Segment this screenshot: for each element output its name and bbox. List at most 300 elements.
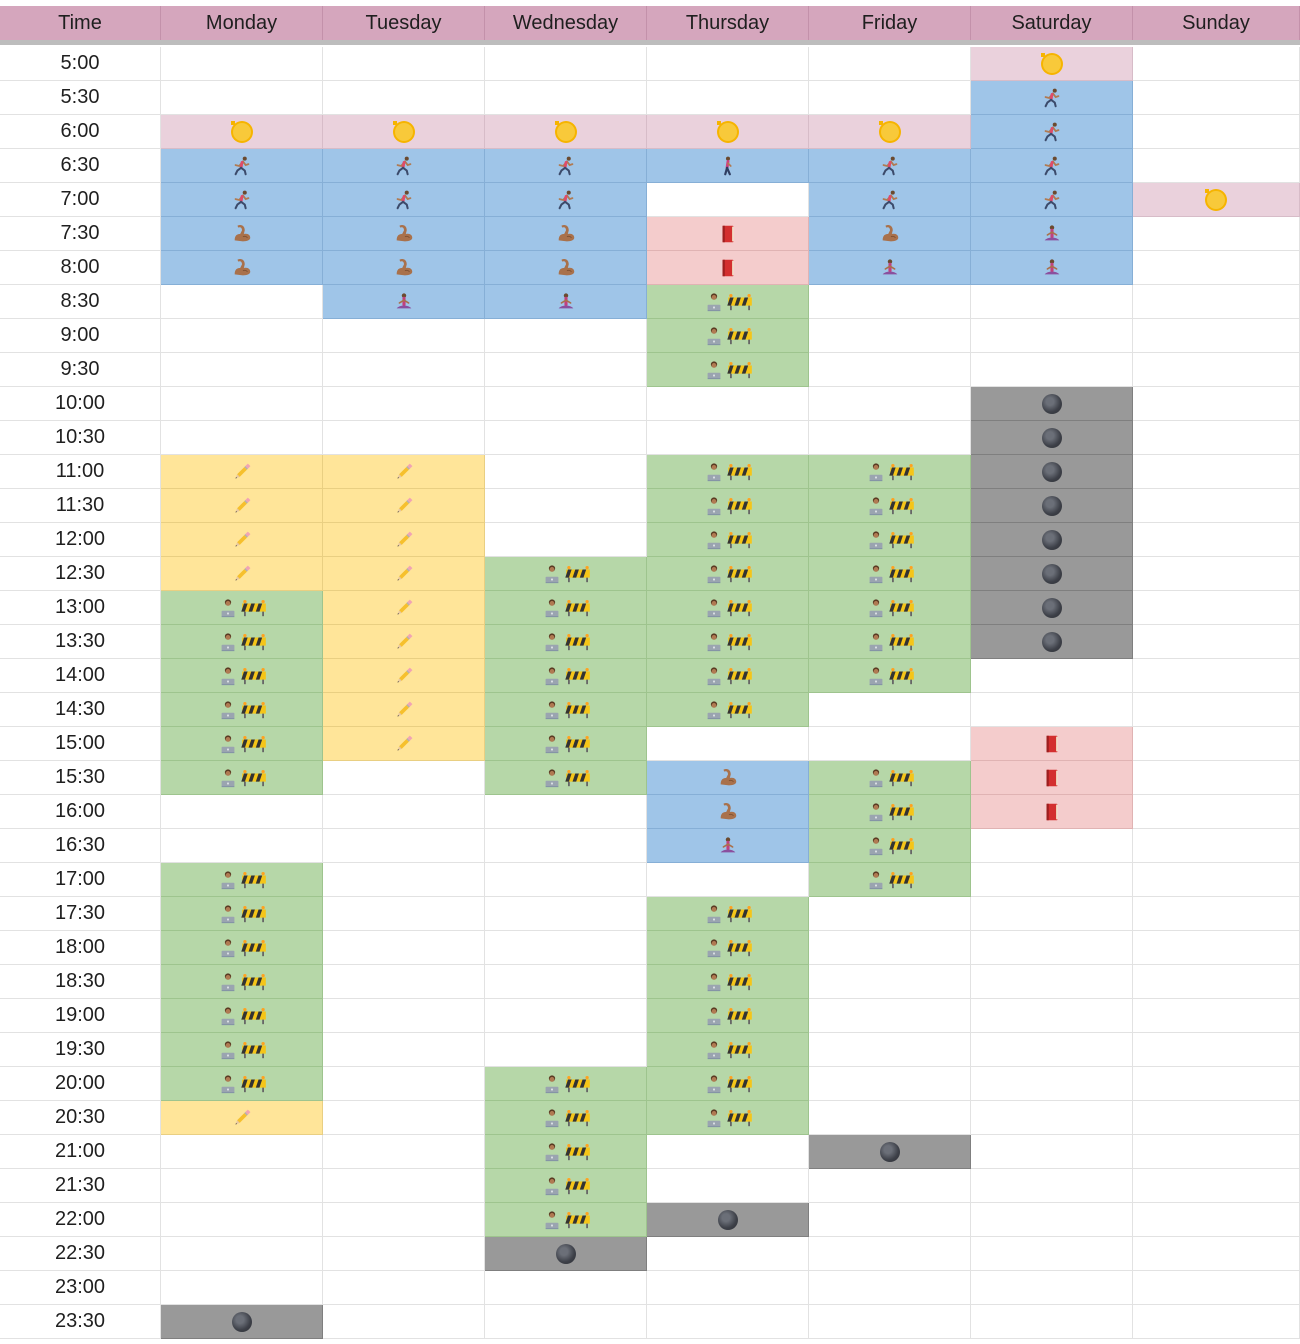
schedule-cell-wednesday[interactable] xyxy=(485,1169,647,1203)
schedule-cell-wednesday[interactable] xyxy=(485,1101,647,1135)
time-cell[interactable]: 5:30 xyxy=(0,81,161,115)
schedule-cell-sunday[interactable] xyxy=(1133,931,1300,965)
schedule-cell-friday[interactable] xyxy=(809,1305,971,1339)
time-cell[interactable]: 15:00 xyxy=(0,727,161,761)
schedule-cell-monday[interactable] xyxy=(161,829,323,863)
schedule-cell-monday[interactable] xyxy=(161,591,323,625)
schedule-cell-wednesday[interactable] xyxy=(485,81,647,115)
schedule-cell-monday[interactable] xyxy=(161,1203,323,1237)
schedule-cell-saturday[interactable] xyxy=(971,795,1133,829)
schedule-cell-saturday[interactable] xyxy=(971,1305,1133,1339)
schedule-cell-thursday[interactable] xyxy=(647,183,809,217)
schedule-cell-thursday[interactable] xyxy=(647,829,809,863)
schedule-cell-monday[interactable] xyxy=(161,1237,323,1271)
schedule-cell-sunday[interactable] xyxy=(1133,183,1300,217)
schedule-cell-saturday[interactable] xyxy=(971,319,1133,353)
schedule-cell-monday[interactable] xyxy=(161,353,323,387)
schedule-cell-friday[interactable] xyxy=(809,999,971,1033)
time-cell[interactable]: 23:00 xyxy=(0,1271,161,1305)
schedule-cell-monday[interactable] xyxy=(161,557,323,591)
schedule-cell-monday[interactable] xyxy=(161,761,323,795)
schedule-cell-thursday[interactable] xyxy=(647,1305,809,1339)
schedule-cell-saturday[interactable] xyxy=(971,625,1133,659)
schedule-cell-friday[interactable] xyxy=(809,421,971,455)
schedule-cell-sunday[interactable] xyxy=(1133,761,1300,795)
schedule-cell-saturday[interactable] xyxy=(971,1203,1133,1237)
schedule-cell-sunday[interactable] xyxy=(1133,353,1300,387)
schedule-cell-sunday[interactable] xyxy=(1133,1237,1300,1271)
schedule-cell-thursday[interactable] xyxy=(647,625,809,659)
schedule-cell-saturday[interactable] xyxy=(971,1237,1133,1271)
time-cell[interactable]: 7:00 xyxy=(0,183,161,217)
time-cell[interactable]: 9:00 xyxy=(0,319,161,353)
schedule-cell-tuesday[interactable] xyxy=(323,455,485,489)
schedule-cell-monday[interactable] xyxy=(161,795,323,829)
schedule-cell-thursday[interactable] xyxy=(647,965,809,999)
schedule-cell-friday[interactable] xyxy=(809,1135,971,1169)
schedule-cell-thursday[interactable] xyxy=(647,149,809,183)
schedule-cell-saturday[interactable] xyxy=(971,727,1133,761)
schedule-cell-friday[interactable] xyxy=(809,183,971,217)
schedule-cell-sunday[interactable] xyxy=(1133,47,1300,81)
schedule-cell-monday[interactable] xyxy=(161,1305,323,1339)
schedule-cell-thursday[interactable] xyxy=(647,761,809,795)
schedule-cell-saturday[interactable] xyxy=(971,1169,1133,1203)
schedule-cell-thursday[interactable] xyxy=(647,1033,809,1067)
schedule-cell-tuesday[interactable] xyxy=(323,217,485,251)
schedule-cell-saturday[interactable] xyxy=(971,557,1133,591)
schedule-cell-thursday[interactable] xyxy=(647,727,809,761)
schedule-cell-friday[interactable] xyxy=(809,863,971,897)
time-cell[interactable]: 18:00 xyxy=(0,931,161,965)
time-cell[interactable]: 19:30 xyxy=(0,1033,161,1067)
schedule-cell-thursday[interactable] xyxy=(647,1135,809,1169)
schedule-cell-sunday[interactable] xyxy=(1133,1101,1300,1135)
schedule-cell-saturday[interactable] xyxy=(971,1033,1133,1067)
schedule-cell-wednesday[interactable] xyxy=(485,795,647,829)
schedule-cell-wednesday[interactable] xyxy=(485,965,647,999)
schedule-cell-wednesday[interactable] xyxy=(485,149,647,183)
column-header-time[interactable]: Time xyxy=(0,6,161,40)
schedule-cell-sunday[interactable] xyxy=(1133,659,1300,693)
time-cell[interactable]: 16:00 xyxy=(0,795,161,829)
schedule-cell-wednesday[interactable] xyxy=(485,1305,647,1339)
schedule-cell-friday[interactable] xyxy=(809,1033,971,1067)
schedule-cell-thursday[interactable] xyxy=(647,591,809,625)
schedule-cell-tuesday[interactable] xyxy=(323,149,485,183)
schedule-cell-thursday[interactable] xyxy=(647,387,809,421)
schedule-cell-sunday[interactable] xyxy=(1133,625,1300,659)
schedule-cell-tuesday[interactable] xyxy=(323,965,485,999)
schedule-cell-thursday[interactable] xyxy=(647,931,809,965)
time-cell[interactable]: 9:30 xyxy=(0,353,161,387)
time-cell[interactable]: 20:00 xyxy=(0,1067,161,1101)
schedule-cell-monday[interactable] xyxy=(161,659,323,693)
schedule-cell-friday[interactable] xyxy=(809,931,971,965)
schedule-cell-monday[interactable] xyxy=(161,1033,323,1067)
schedule-cell-sunday[interactable] xyxy=(1133,693,1300,727)
time-cell[interactable]: 10:00 xyxy=(0,387,161,421)
schedule-cell-tuesday[interactable] xyxy=(323,1067,485,1101)
schedule-cell-saturday[interactable] xyxy=(971,285,1133,319)
schedule-cell-wednesday[interactable] xyxy=(485,591,647,625)
schedule-cell-saturday[interactable] xyxy=(971,251,1133,285)
schedule-cell-wednesday[interactable] xyxy=(485,387,647,421)
schedule-cell-friday[interactable] xyxy=(809,387,971,421)
time-cell[interactable]: 8:30 xyxy=(0,285,161,319)
time-cell[interactable]: 23:30 xyxy=(0,1305,161,1339)
schedule-cell-monday[interactable] xyxy=(161,421,323,455)
schedule-cell-wednesday[interactable] xyxy=(485,455,647,489)
schedule-cell-wednesday[interactable] xyxy=(485,829,647,863)
schedule-cell-thursday[interactable] xyxy=(647,285,809,319)
schedule-cell-wednesday[interactable] xyxy=(485,1067,647,1101)
schedule-cell-friday[interactable] xyxy=(809,489,971,523)
schedule-cell-thursday[interactable] xyxy=(647,897,809,931)
schedule-cell-monday[interactable] xyxy=(161,693,323,727)
schedule-cell-friday[interactable] xyxy=(809,251,971,285)
schedule-cell-wednesday[interactable] xyxy=(485,1237,647,1271)
schedule-cell-friday[interactable] xyxy=(809,1203,971,1237)
schedule-cell-wednesday[interactable] xyxy=(485,421,647,455)
schedule-cell-monday[interactable] xyxy=(161,251,323,285)
schedule-cell-saturday[interactable] xyxy=(971,387,1133,421)
schedule-cell-tuesday[interactable] xyxy=(323,1169,485,1203)
schedule-cell-saturday[interactable] xyxy=(971,591,1133,625)
time-cell[interactable]: 21:30 xyxy=(0,1169,161,1203)
schedule-cell-friday[interactable] xyxy=(809,149,971,183)
time-cell[interactable]: 18:30 xyxy=(0,965,161,999)
schedule-cell-thursday[interactable] xyxy=(647,863,809,897)
schedule-cell-saturday[interactable] xyxy=(971,183,1133,217)
schedule-cell-sunday[interactable] xyxy=(1133,1271,1300,1305)
time-cell[interactable]: 14:30 xyxy=(0,693,161,727)
schedule-cell-monday[interactable] xyxy=(161,1169,323,1203)
schedule-cell-friday[interactable] xyxy=(809,1237,971,1271)
schedule-cell-thursday[interactable] xyxy=(647,421,809,455)
schedule-cell-saturday[interactable] xyxy=(971,115,1133,149)
schedule-cell-thursday[interactable] xyxy=(647,523,809,557)
schedule-cell-monday[interactable] xyxy=(161,625,323,659)
schedule-cell-tuesday[interactable] xyxy=(323,285,485,319)
schedule-cell-tuesday[interactable] xyxy=(323,1033,485,1067)
schedule-cell-thursday[interactable] xyxy=(647,1067,809,1101)
schedule-cell-wednesday[interactable] xyxy=(485,115,647,149)
schedule-cell-saturday[interactable] xyxy=(971,829,1133,863)
time-cell[interactable]: 17:30 xyxy=(0,897,161,931)
schedule-cell-thursday[interactable] xyxy=(647,1271,809,1305)
schedule-cell-sunday[interactable] xyxy=(1133,1135,1300,1169)
schedule-cell-friday[interactable] xyxy=(809,897,971,931)
schedule-cell-saturday[interactable] xyxy=(971,455,1133,489)
schedule-cell-tuesday[interactable] xyxy=(323,591,485,625)
schedule-cell-monday[interactable] xyxy=(161,285,323,319)
schedule-cell-tuesday[interactable] xyxy=(323,1305,485,1339)
time-cell[interactable]: 22:00 xyxy=(0,1203,161,1237)
schedule-cell-tuesday[interactable] xyxy=(323,387,485,421)
schedule-cell-monday[interactable] xyxy=(161,81,323,115)
schedule-cell-saturday[interactable] xyxy=(971,693,1133,727)
schedule-cell-tuesday[interactable] xyxy=(323,897,485,931)
schedule-cell-wednesday[interactable] xyxy=(485,1135,647,1169)
schedule-cell-wednesday[interactable] xyxy=(485,523,647,557)
schedule-cell-sunday[interactable] xyxy=(1133,217,1300,251)
schedule-cell-monday[interactable] xyxy=(161,319,323,353)
time-cell[interactable]: 16:30 xyxy=(0,829,161,863)
schedule-cell-wednesday[interactable] xyxy=(485,727,647,761)
schedule-cell-sunday[interactable] xyxy=(1133,81,1300,115)
schedule-cell-thursday[interactable] xyxy=(647,1237,809,1271)
schedule-cell-saturday[interactable] xyxy=(971,761,1133,795)
schedule-cell-thursday[interactable] xyxy=(647,47,809,81)
schedule-cell-tuesday[interactable] xyxy=(323,1135,485,1169)
schedule-cell-tuesday[interactable] xyxy=(323,829,485,863)
schedule-cell-tuesday[interactable] xyxy=(323,1237,485,1271)
schedule-cell-sunday[interactable] xyxy=(1133,999,1300,1033)
schedule-cell-saturday[interactable] xyxy=(971,659,1133,693)
column-header-monday[interactable]: Monday xyxy=(161,6,323,40)
time-cell[interactable]: 12:00 xyxy=(0,523,161,557)
schedule-cell-saturday[interactable] xyxy=(971,217,1133,251)
schedule-cell-wednesday[interactable] xyxy=(485,1271,647,1305)
schedule-cell-sunday[interactable] xyxy=(1133,421,1300,455)
schedule-cell-sunday[interactable] xyxy=(1133,149,1300,183)
time-cell[interactable]: 13:30 xyxy=(0,625,161,659)
schedule-cell-tuesday[interactable] xyxy=(323,421,485,455)
schedule-cell-tuesday[interactable] xyxy=(323,625,485,659)
schedule-cell-saturday[interactable] xyxy=(971,863,1133,897)
schedule-cell-sunday[interactable] xyxy=(1133,115,1300,149)
schedule-cell-sunday[interactable] xyxy=(1133,1067,1300,1101)
schedule-cell-tuesday[interactable] xyxy=(323,183,485,217)
schedule-cell-saturday[interactable] xyxy=(971,931,1133,965)
schedule-cell-saturday[interactable] xyxy=(971,965,1133,999)
schedule-cell-friday[interactable] xyxy=(809,591,971,625)
schedule-cell-tuesday[interactable] xyxy=(323,795,485,829)
schedule-cell-monday[interactable] xyxy=(161,47,323,81)
schedule-cell-thursday[interactable] xyxy=(647,1101,809,1135)
schedule-cell-wednesday[interactable] xyxy=(485,285,647,319)
schedule-cell-wednesday[interactable] xyxy=(485,557,647,591)
schedule-cell-thursday[interactable] xyxy=(647,319,809,353)
column-header-friday[interactable]: Friday xyxy=(809,6,971,40)
schedule-cell-sunday[interactable] xyxy=(1133,319,1300,353)
schedule-cell-tuesday[interactable] xyxy=(323,1203,485,1237)
schedule-cell-wednesday[interactable] xyxy=(485,489,647,523)
schedule-cell-thursday[interactable] xyxy=(647,251,809,285)
time-cell[interactable]: 20:30 xyxy=(0,1101,161,1135)
schedule-cell-friday[interactable] xyxy=(809,693,971,727)
schedule-cell-tuesday[interactable] xyxy=(323,727,485,761)
schedule-cell-saturday[interactable] xyxy=(971,353,1133,387)
time-cell[interactable]: 21:00 xyxy=(0,1135,161,1169)
time-cell[interactable]: 5:00 xyxy=(0,47,161,81)
schedule-cell-tuesday[interactable] xyxy=(323,523,485,557)
schedule-cell-tuesday[interactable] xyxy=(323,863,485,897)
schedule-cell-wednesday[interactable] xyxy=(485,251,647,285)
schedule-cell-monday[interactable] xyxy=(161,897,323,931)
schedule-cell-sunday[interactable] xyxy=(1133,591,1300,625)
schedule-cell-saturday[interactable] xyxy=(971,421,1133,455)
schedule-cell-monday[interactable] xyxy=(161,183,323,217)
schedule-cell-wednesday[interactable] xyxy=(485,761,647,795)
schedule-cell-wednesday[interactable] xyxy=(485,693,647,727)
schedule-cell-saturday[interactable] xyxy=(971,149,1133,183)
schedule-cell-saturday[interactable] xyxy=(971,1101,1133,1135)
schedule-cell-sunday[interactable] xyxy=(1133,727,1300,761)
schedule-cell-monday[interactable] xyxy=(161,727,323,761)
schedule-cell-monday[interactable] xyxy=(161,1271,323,1305)
schedule-cell-monday[interactable] xyxy=(161,863,323,897)
schedule-cell-tuesday[interactable] xyxy=(323,115,485,149)
schedule-cell-friday[interactable] xyxy=(809,557,971,591)
time-cell[interactable]: 12:30 xyxy=(0,557,161,591)
schedule-cell-wednesday[interactable] xyxy=(485,47,647,81)
schedule-cell-friday[interactable] xyxy=(809,47,971,81)
schedule-cell-wednesday[interactable] xyxy=(485,1033,647,1067)
schedule-cell-monday[interactable] xyxy=(161,455,323,489)
schedule-cell-monday[interactable] xyxy=(161,1067,323,1101)
schedule-cell-saturday[interactable] xyxy=(971,47,1133,81)
time-cell[interactable]: 7:30 xyxy=(0,217,161,251)
schedule-cell-sunday[interactable] xyxy=(1133,965,1300,999)
schedule-cell-thursday[interactable] xyxy=(647,115,809,149)
schedule-cell-sunday[interactable] xyxy=(1133,285,1300,319)
schedule-cell-sunday[interactable] xyxy=(1133,795,1300,829)
schedule-cell-friday[interactable] xyxy=(809,1067,971,1101)
schedule-cell-monday[interactable] xyxy=(161,489,323,523)
schedule-cell-wednesday[interactable] xyxy=(485,217,647,251)
time-cell[interactable]: 11:00 xyxy=(0,455,161,489)
time-cell[interactable]: 6:30 xyxy=(0,149,161,183)
time-cell[interactable]: 22:30 xyxy=(0,1237,161,1271)
schedule-cell-friday[interactable] xyxy=(809,115,971,149)
schedule-cell-wednesday[interactable] xyxy=(485,319,647,353)
schedule-cell-wednesday[interactable] xyxy=(485,353,647,387)
schedule-cell-thursday[interactable] xyxy=(647,557,809,591)
schedule-cell-tuesday[interactable] xyxy=(323,999,485,1033)
schedule-cell-monday[interactable] xyxy=(161,1101,323,1135)
schedule-cell-thursday[interactable] xyxy=(647,455,809,489)
schedule-cell-wednesday[interactable] xyxy=(485,999,647,1033)
schedule-cell-saturday[interactable] xyxy=(971,489,1133,523)
schedule-cell-friday[interactable] xyxy=(809,523,971,557)
time-cell[interactable]: 15:30 xyxy=(0,761,161,795)
time-cell[interactable]: 19:00 xyxy=(0,999,161,1033)
schedule-cell-tuesday[interactable] xyxy=(323,931,485,965)
schedule-cell-tuesday[interactable] xyxy=(323,659,485,693)
schedule-cell-friday[interactable] xyxy=(809,353,971,387)
schedule-cell-sunday[interactable] xyxy=(1133,523,1300,557)
schedule-cell-thursday[interactable] xyxy=(647,693,809,727)
schedule-cell-sunday[interactable] xyxy=(1133,1033,1300,1067)
schedule-cell-thursday[interactable] xyxy=(647,81,809,115)
schedule-cell-tuesday[interactable] xyxy=(323,251,485,285)
schedule-cell-saturday[interactable] xyxy=(971,81,1133,115)
schedule-cell-monday[interactable] xyxy=(161,931,323,965)
time-cell[interactable]: 10:30 xyxy=(0,421,161,455)
schedule-cell-saturday[interactable] xyxy=(971,897,1133,931)
schedule-cell-thursday[interactable] xyxy=(647,1203,809,1237)
schedule-cell-saturday[interactable] xyxy=(971,1271,1133,1305)
schedule-cell-sunday[interactable] xyxy=(1133,1203,1300,1237)
schedule-cell-tuesday[interactable] xyxy=(323,353,485,387)
schedule-cell-saturday[interactable] xyxy=(971,999,1133,1033)
schedule-cell-tuesday[interactable] xyxy=(323,319,485,353)
schedule-cell-friday[interactable] xyxy=(809,829,971,863)
schedule-cell-friday[interactable] xyxy=(809,455,971,489)
time-cell[interactable]: 17:00 xyxy=(0,863,161,897)
schedule-cell-wednesday[interactable] xyxy=(485,897,647,931)
schedule-cell-sunday[interactable] xyxy=(1133,557,1300,591)
schedule-cell-friday[interactable] xyxy=(809,761,971,795)
schedule-cell-sunday[interactable] xyxy=(1133,1305,1300,1339)
column-header-wednesday[interactable]: Wednesday xyxy=(485,6,647,40)
schedule-cell-monday[interactable] xyxy=(161,999,323,1033)
schedule-cell-thursday[interactable] xyxy=(647,999,809,1033)
schedule-cell-tuesday[interactable] xyxy=(323,81,485,115)
schedule-cell-wednesday[interactable] xyxy=(485,659,647,693)
schedule-cell-friday[interactable] xyxy=(809,965,971,999)
time-cell[interactable]: 13:00 xyxy=(0,591,161,625)
schedule-cell-wednesday[interactable] xyxy=(485,625,647,659)
column-header-tuesday[interactable]: Tuesday xyxy=(323,6,485,40)
schedule-cell-saturday[interactable] xyxy=(971,1135,1133,1169)
schedule-cell-wednesday[interactable] xyxy=(485,183,647,217)
time-cell[interactable]: 8:00 xyxy=(0,251,161,285)
schedule-cell-friday[interactable] xyxy=(809,795,971,829)
schedule-cell-monday[interactable] xyxy=(161,217,323,251)
schedule-cell-wednesday[interactable] xyxy=(485,931,647,965)
schedule-cell-tuesday[interactable] xyxy=(323,47,485,81)
schedule-cell-monday[interactable] xyxy=(161,387,323,421)
schedule-cell-thursday[interactable] xyxy=(647,659,809,693)
schedule-cell-friday[interactable] xyxy=(809,217,971,251)
schedule-cell-tuesday[interactable] xyxy=(323,489,485,523)
time-cell[interactable]: 11:30 xyxy=(0,489,161,523)
schedule-cell-saturday[interactable] xyxy=(971,1067,1133,1101)
schedule-cell-thursday[interactable] xyxy=(647,489,809,523)
schedule-cell-friday[interactable] xyxy=(809,1271,971,1305)
schedule-cell-friday[interactable] xyxy=(809,319,971,353)
column-header-sunday[interactable]: Sunday xyxy=(1133,6,1300,40)
schedule-cell-wednesday[interactable] xyxy=(485,863,647,897)
schedule-cell-friday[interactable] xyxy=(809,625,971,659)
schedule-cell-sunday[interactable] xyxy=(1133,387,1300,421)
schedule-cell-sunday[interactable] xyxy=(1133,251,1300,285)
schedule-cell-tuesday[interactable] xyxy=(323,557,485,591)
schedule-cell-monday[interactable] xyxy=(161,149,323,183)
schedule-cell-friday[interactable] xyxy=(809,81,971,115)
schedule-cell-friday[interactable] xyxy=(809,659,971,693)
schedule-cell-sunday[interactable] xyxy=(1133,897,1300,931)
schedule-cell-thursday[interactable] xyxy=(647,217,809,251)
schedule-cell-friday[interactable] xyxy=(809,1101,971,1135)
schedule-cell-thursday[interactable] xyxy=(647,795,809,829)
schedule-cell-sunday[interactable] xyxy=(1133,455,1300,489)
time-cell[interactable]: 6:00 xyxy=(0,115,161,149)
schedule-cell-wednesday[interactable] xyxy=(485,1203,647,1237)
schedule-cell-sunday[interactable] xyxy=(1133,1169,1300,1203)
schedule-cell-monday[interactable] xyxy=(161,965,323,999)
schedule-cell-thursday[interactable] xyxy=(647,1169,809,1203)
schedule-cell-tuesday[interactable] xyxy=(323,693,485,727)
schedule-cell-sunday[interactable] xyxy=(1133,863,1300,897)
time-cell[interactable]: 14:00 xyxy=(0,659,161,693)
column-header-saturday[interactable]: Saturday xyxy=(971,6,1133,40)
schedule-cell-sunday[interactable] xyxy=(1133,489,1300,523)
schedule-cell-monday[interactable] xyxy=(161,1135,323,1169)
